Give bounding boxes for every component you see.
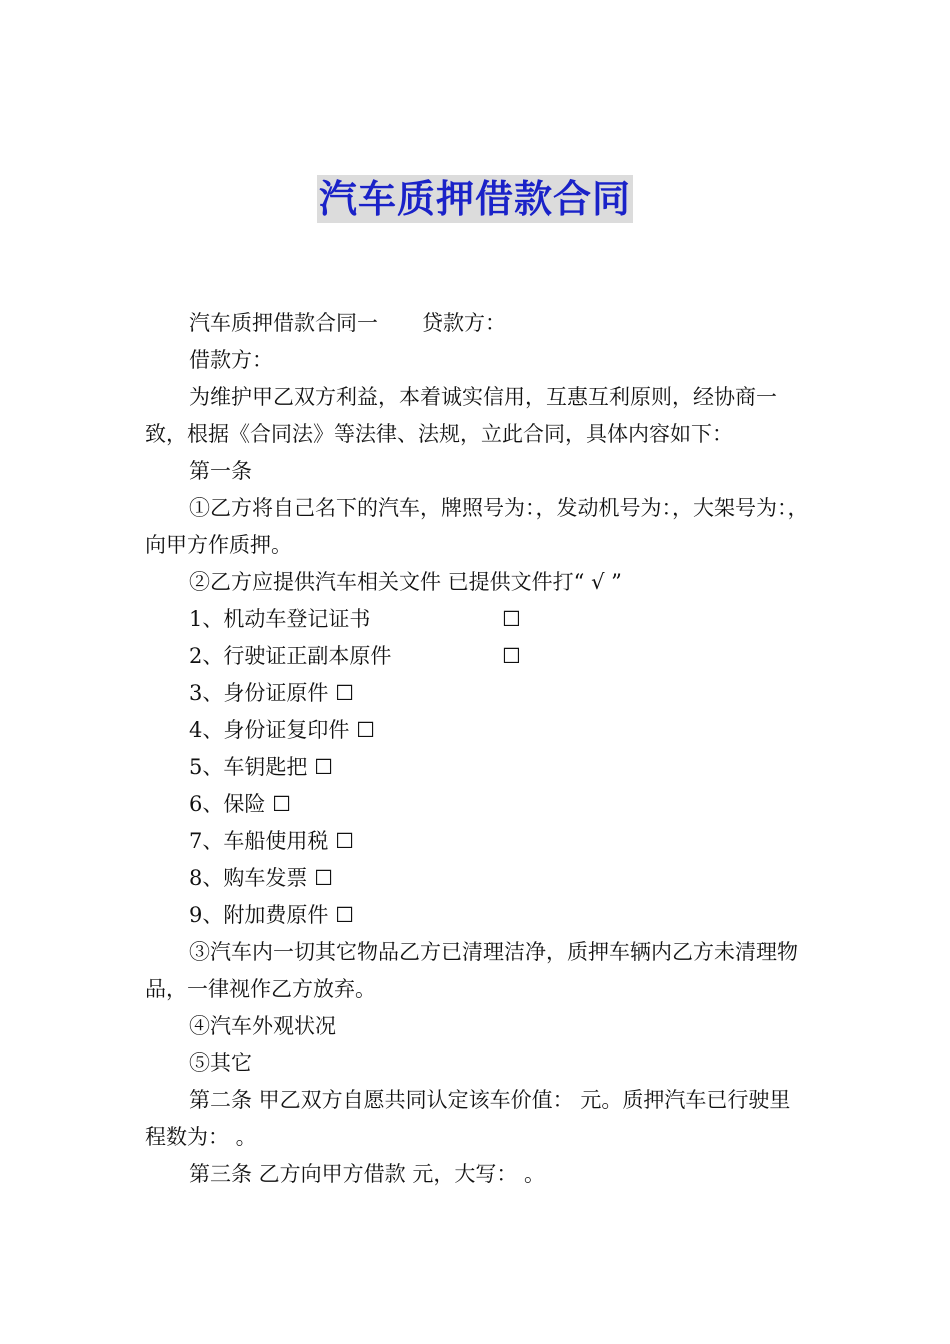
article1-heading: 第一条: [189, 459, 252, 483]
document-item: [145, 712, 810, 749]
document-item-label: 2、行驶证正副本原件: [189, 644, 392, 668]
document-item-label: 4、身份证复印件: [189, 718, 350, 742]
contract-name: 汽车质押借款合同一: [189, 311, 378, 335]
checkbox-icon[interactable]: ☐: [335, 829, 354, 853]
title-area: [0, 175, 950, 223]
checkbox-icon[interactable]: ☐: [335, 903, 354, 927]
document-title: 汽车质押借款合同: [318, 177, 631, 221]
checkbox-icon[interactable]: ☐: [502, 607, 521, 631]
article-2: 第二条 甲乙双方自愿共同认定该车价值： 元。质押汽车已行驶里程数为： 。: [145, 1088, 791, 1149]
document-item: [145, 786, 810, 823]
document-item-label: 3、身份证原件: [189, 681, 329, 705]
document-item-label: 9、附加费原件: [189, 903, 329, 927]
checkbox-icon[interactable]: ☐: [314, 866, 333, 890]
document-item-label: 6、保险: [189, 792, 266, 816]
clause-1: ①乙方将自己名下的汽车，牌照号为：，发动机号为：，大架号为：，向甲方作质押。: [145, 496, 809, 557]
article-3: 第三条 乙方向甲方借款 元，大写： 。: [189, 1162, 546, 1186]
clause-2: ②乙方应提供汽车相关文件 已提供文件打“ √ ”: [189, 570, 622, 594]
document-item: [145, 897, 810, 934]
borrower-label: 借款方：: [189, 348, 273, 372]
document-item-label: 1、机动车登记证书: [189, 607, 371, 631]
document-item-label: 8、购车发票: [189, 866, 308, 890]
document-item: [145, 860, 810, 897]
document-item: [145, 638, 810, 675]
checkbox-icon[interactable]: ☐: [356, 718, 375, 742]
document-item: [145, 675, 810, 712]
clause-5: ⑤其它: [189, 1051, 252, 1075]
lender-label: 贷款方：: [422, 311, 506, 335]
intro-paragraph: 为维护甲乙双方利益，本着诚实信用，互惠互利原则，经协商一致，根据《合同法》等法律、法规，立此合同，具体内容如下：: [145, 385, 777, 446]
document-item: [145, 601, 810, 638]
document-item-label: 5、车钥匙把: [189, 755, 308, 779]
document-body: [145, 305, 810, 1193]
checkbox-icon[interactable]: ☐: [502, 644, 521, 668]
document-item: [145, 823, 810, 860]
checkbox-icon[interactable]: ☐: [314, 755, 333, 779]
checkbox-icon[interactable]: ☐: [335, 681, 354, 705]
document-item: [145, 749, 810, 786]
clause-4: ④汽车外观状况: [189, 1014, 336, 1038]
header-line: [145, 305, 810, 342]
checkbox-icon[interactable]: ☐: [272, 792, 291, 816]
clause-3: ③汽车内一切其它物品乙方已清理洁净，质押车辆内乙方未清理物品，一律视作乙方放弃。: [145, 940, 798, 1001]
document-item-label: 7、车船使用税: [189, 829, 329, 853]
